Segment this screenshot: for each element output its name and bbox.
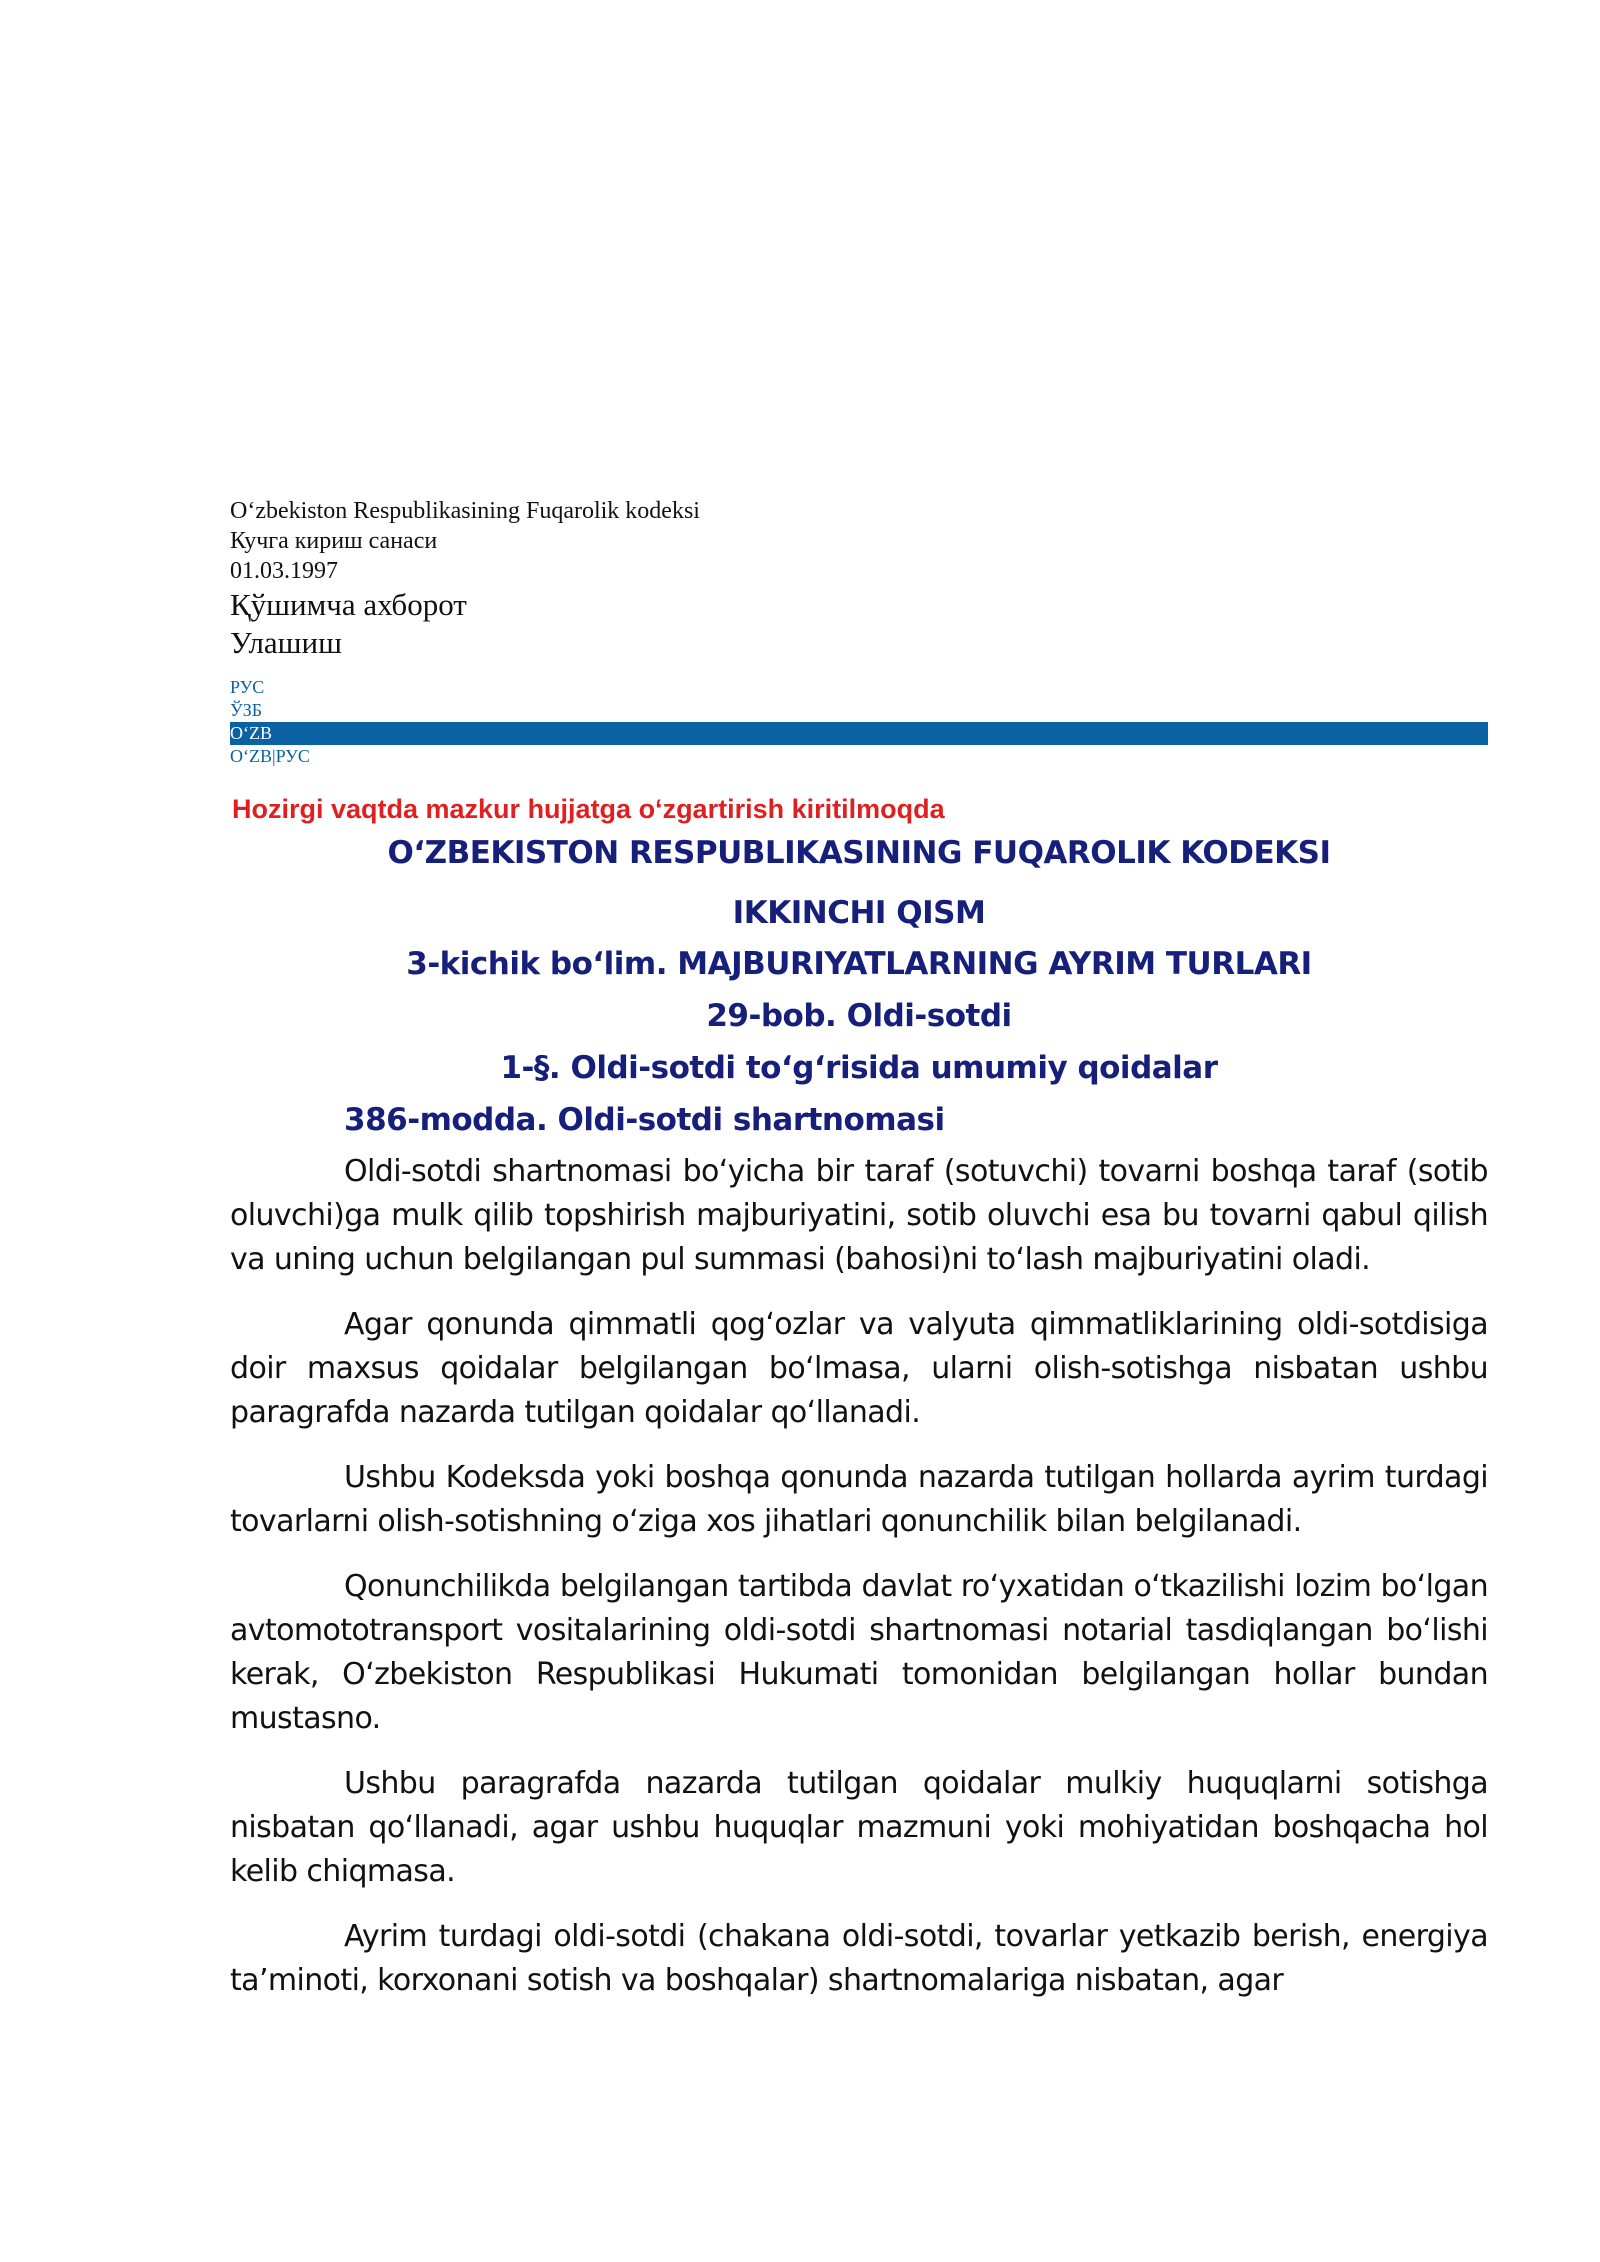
- amendment-notice: Hozirgi vaqtda mazkur hujjatga o‘zgartirish kiritilmoqda: [232, 794, 945, 824]
- document-title: O‘zbekiston Respublikasining Fuqarolik kodeksi: [230, 498, 700, 524]
- code-title: O‘ZBEKISTON RESPUBLIKASINING FUQAROLIK KODEKSI: [387, 835, 1331, 871]
- article-paragraph-3: Ushbu Kodeksda yoki boshqa qonunda nazarda tutilgan hollarda ayrim turdagi tovarlarni olish-sotishning o‘ziga xos jihatlari qonunchilik bilan belgilanadi.: [230, 1460, 1488, 1539]
- paragraph-heading: 1-§. Oldi-sotdi to‘g‘risida umumiy qoidalar: [500, 1050, 1218, 1086]
- extra-info-link[interactable]: Қўшимча ахборот: [230, 587, 467, 622]
- lang-link-uzb-rus[interactable]: O‘ZB|РУС: [230, 746, 310, 766]
- article-paragraph-1: Oldi-sotdi shartnomasi bo‘yicha bir taraf (sotuvchi) tovarni boshqa taraf (sotib oluvchi)ga mulk qilib topshirish majburiyatini, sotib oluvchi esa bu tovarni qabul qilish va uning uchun belgilangan pul summasi (bahosi)ni to‘lash majburiyatini oladi.: [230, 1154, 1488, 1277]
- lang-link-rus[interactable]: РУС: [230, 677, 265, 697]
- language-switcher: [230, 676, 1488, 768]
- article-heading: 386-modda. Oldi-sotdi shartnomasi: [344, 1102, 945, 1138]
- part-heading: IKKINCHI QISM: [732, 895, 986, 931]
- lang-link-uzb-latin[interactable]: O‘ZB: [230, 722, 1488, 745]
- document-page: [230, 496, 1488, 2024]
- article-body: [230, 1150, 1488, 2003]
- article-paragraph-2: Agar qonunda qimmatli qog‘ozlar va valyuta qimmatliklarining oldi-sotdisiga doir maxsus qoidalar belgilangan bo‘lmasa, ularni olish-sotishga nisbatan ushbu paragrafda nazarda tutilgan qoidalar qo‘llanadi.: [230, 1307, 1488, 1430]
- lang-link-uzb-cyrillic[interactable]: ЎЗБ: [230, 700, 263, 720]
- article-paragraph-6: Ayrim turdagi oldi-sotdi (chakana oldi-sotdi, tovarlar yetkazib berish, energiya ta’minoti, korxonani sotish va boshqalar) shartnomalariga nisbatan, agar: [230, 1919, 1488, 1998]
- share-link[interactable]: Улашиш: [230, 625, 343, 660]
- article-paragraph-4: Qonunchilikda belgilangan tartibda davlat ro‘yxatidan o‘tkazilishi lozim bo‘lgan avtomototransport vositalarining oldi-sotdi shartnomasi notarial tasdiqlangan bo‘lishi kerak, O‘zbekiston Respublikasi Hukumati tomonidan belgilangan hollar bundan mustasno.: [230, 1569, 1488, 1736]
- document-meta: [230, 496, 1488, 662]
- chapter-heading: 29-bob. Oldi-sotdi: [706, 998, 1012, 1034]
- article-paragraph-5: Ushbu paragrafda nazarda tutilgan qoidalar mulkiy huquqlarni sotishga nisbatan qo‘llanadi, agar ushbu huquqlar mazmuni yoki mohiyatidan boshqacha hol kelib chiqmasa.: [230, 1766, 1488, 1889]
- effective-date: 01.03.1997: [230, 558, 338, 584]
- effective-date-label: Кучга кириш санаси: [230, 528, 438, 554]
- subsection-heading: 3-kichik bo‘lim. MAJBURIYATLARNING AYRIM TURLARI: [406, 946, 1312, 982]
